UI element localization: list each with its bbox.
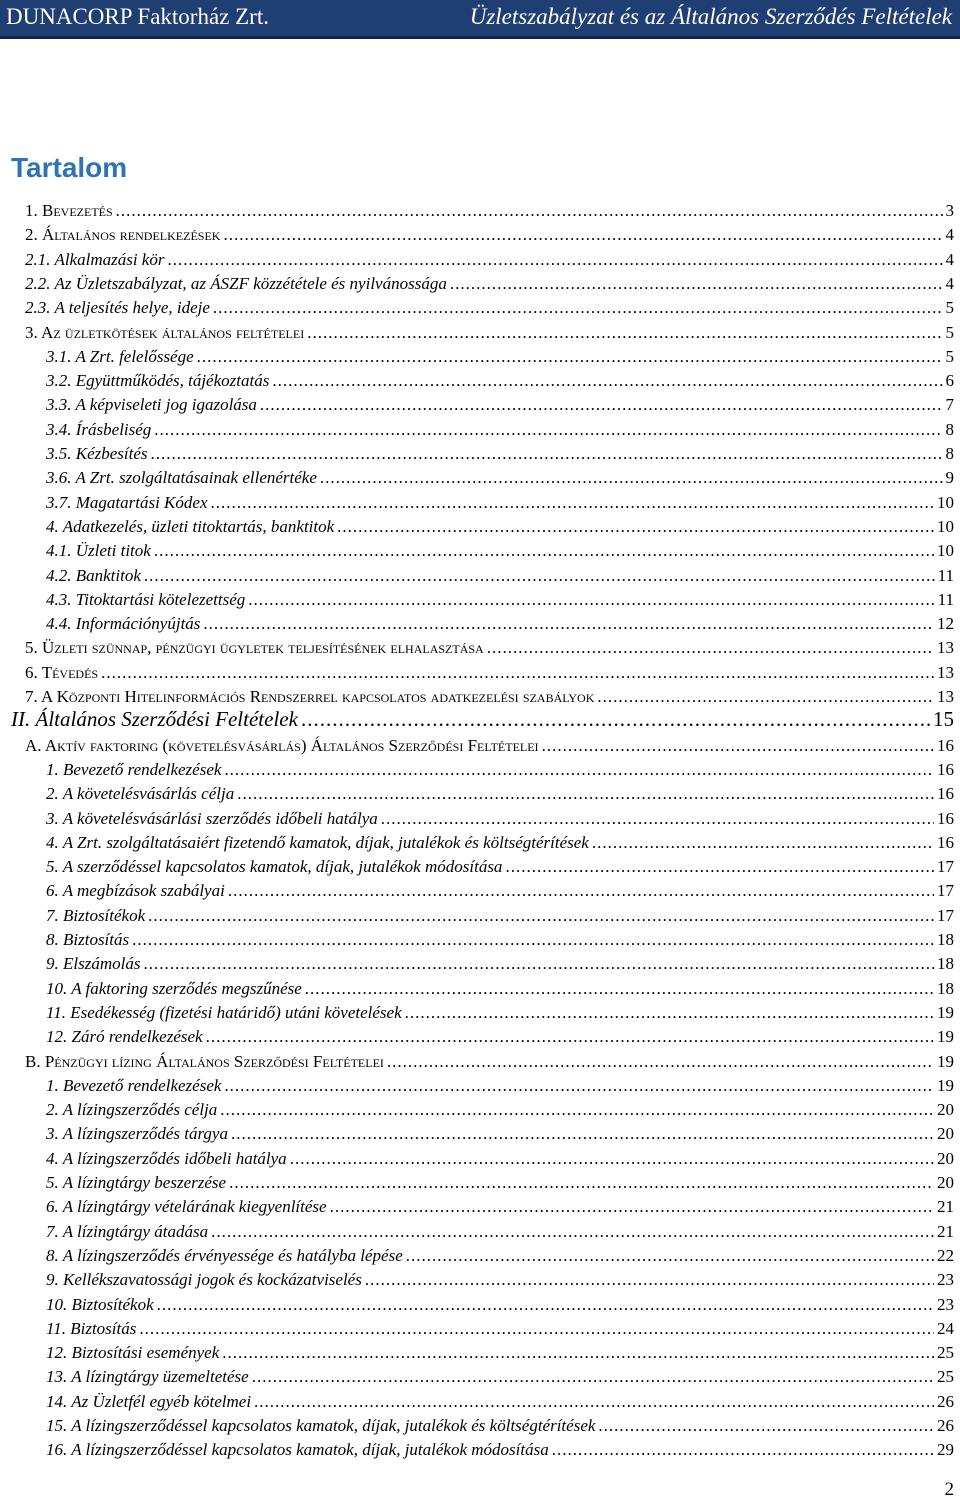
toc-leader-dots <box>213 298 943 318</box>
toc-leader-dots <box>206 1027 934 1047</box>
toc-entry[interactable] <box>0 906 960 926</box>
toc-entry[interactable] <box>0 1319 960 1339</box>
toc-entry-text: 2.2. Az Üzletszabályzat, az ÁSZF közzététele és nyilvánossága <box>25 273 447 293</box>
toc-leader-dots <box>272 371 942 391</box>
toc-entry[interactable] <box>0 1246 960 1266</box>
toc-page-number: 5 <box>945 346 954 366</box>
toc-entry-text: 3.5. Kézbesítés <box>46 444 148 463</box>
toc-entry-text: 6. Tévedés <box>25 662 99 682</box>
toc-leader-dots <box>223 225 942 245</box>
toc-page-number: 26 <box>937 1416 954 1435</box>
toc-page-number: 15 <box>933 707 954 732</box>
toc-entry-text: 3. Az üzletkötések általános feltételei <box>25 322 305 342</box>
toc-page-number: 26 <box>937 1391 954 1411</box>
toc-entry-text: 5. A lízingtárgy beszerzése <box>46 1173 227 1192</box>
toc-entry-text: 7. A lízingtárgy átadása <box>46 1221 209 1241</box>
toc-leader-dots <box>237 784 934 804</box>
toc-leader-dots <box>248 590 934 610</box>
toc-entry-text: 2.3. A teljesítés helye, ideje <box>25 298 210 318</box>
toc-entry-text: 1. Bevezetés <box>25 201 113 220</box>
toc-page-number: 20 <box>937 1100 954 1120</box>
toc-entry-text: 2. A követelésvásárlás célja <box>46 784 235 804</box>
page-header <box>0 0 960 39</box>
toc-entry[interactable] <box>0 1295 960 1315</box>
toc-entry-text: 3.7. Magatartási Kódex <box>46 492 208 512</box>
toc-page-number: 21 <box>937 1197 954 1217</box>
toc-entry[interactable] <box>0 298 960 318</box>
toc-leader-dots <box>381 809 934 829</box>
toc-entry[interactable] <box>0 323 960 343</box>
toc-page-number: 3 <box>945 201 954 220</box>
page-number: 2 <box>944 1479 954 1500</box>
toc-leader-dots <box>505 857 934 877</box>
toc-page-number: 10 <box>937 492 954 512</box>
toc-page-number: 19 <box>937 1002 954 1022</box>
toc-entry[interactable] <box>0 809 960 829</box>
toc-entry[interactable] <box>0 1149 960 1169</box>
toc-page-number: 22 <box>937 1245 954 1265</box>
toc-page-number: 12 <box>937 614 954 634</box>
toc-leader-dots <box>224 760 934 780</box>
toc-leader-dots <box>365 1270 934 1290</box>
toc-leader-dots <box>320 468 943 488</box>
toc-page-number: 21 <box>937 1221 954 1241</box>
toc-entry-text: 9. Elszámolás <box>46 954 141 974</box>
toc-entry-text: 3. A követelésvásárlási szerződés időbeli hatálya <box>46 808 378 828</box>
toc-leader-dots <box>224 1076 934 1096</box>
toc-entry[interactable] <box>0 1100 960 1120</box>
toc-entry[interactable] <box>0 760 960 780</box>
toc-page-number: 16 <box>937 808 954 828</box>
toc-entry-text: 4.4. Információnyújtás <box>46 614 201 634</box>
toc-page-number: 29 <box>937 1440 954 1460</box>
toc-entry[interactable] <box>0 225 960 245</box>
toc-entry[interactable] <box>0 1416 960 1436</box>
toc-page-number: 16 <box>937 759 954 779</box>
toc-page-number: 18 <box>937 930 954 949</box>
toc-page-number: 19 <box>937 1027 954 1047</box>
toc-leader-dots <box>101 663 934 683</box>
toc-entry[interactable] <box>0 468 960 488</box>
toc-entry[interactable] <box>0 347 960 367</box>
toc-page-number: 16 <box>937 735 954 755</box>
toc-page-number: 13 <box>937 638 954 658</box>
toc-leader-dots <box>252 1367 934 1387</box>
toc-entry[interactable] <box>0 1270 960 1290</box>
toc-entry[interactable] <box>0 1222 960 1242</box>
toc-entry-text: 3.1. A Zrt. felelőssége <box>46 346 194 366</box>
toc-entry-text: 2. A lízingszerződés célja <box>46 1100 218 1120</box>
toc-leader-dots <box>229 1173 934 1193</box>
toc-entry[interactable] <box>0 833 960 853</box>
toc-entry-text: 10. Biztosítékok <box>46 1294 154 1314</box>
toc-entry-text: 4. A lízingszerződés időbeli hatálya <box>46 1148 287 1168</box>
toc-entry[interactable] <box>0 857 960 877</box>
toc-entry-text: 12. Biztosítási események <box>46 1343 220 1363</box>
toc-entry-text: 14. Az Üzletfél egyéb kötelmei <box>46 1391 252 1411</box>
toc-entry-text: 2. Általános rendelkezések <box>25 225 221 245</box>
toc-entry[interactable] <box>0 444 960 464</box>
toc-leader-dots <box>167 250 942 270</box>
toc-leader-dots <box>132 930 934 950</box>
toc-leader-dots <box>139 1319 934 1339</box>
toc-leader-dots <box>301 707 930 732</box>
toc-page-number: 10 <box>937 516 954 536</box>
toc-leader-dots <box>151 444 943 464</box>
toc-entry-text: 3. A lízingszerződés tárgya <box>46 1124 228 1144</box>
toc-entry-text: II. Általános Szerződési Feltételek <box>11 707 298 732</box>
toc-page-number: 13 <box>937 687 954 706</box>
toc-entry-text: 1. Bevezető rendelkezések <box>46 759 222 779</box>
toc-leader-dots <box>203 614 934 634</box>
toc-entry-text: B. Pénzügyi lízing Általános Szerződési Feltételei <box>25 1051 384 1071</box>
toc-leader-dots <box>222 1343 934 1363</box>
toc-entry-text: 7. A Központi Hitelinformációs Rendszerrel kapcsolatos adatkezelési szabályok <box>25 687 595 706</box>
toc-entry[interactable] <box>0 614 960 634</box>
toc-entry[interactable] <box>0 638 960 658</box>
toc-entry-text: 4. A Zrt. szolgáltatásaiért fizetendő kamatok, díjak, jutalékok és költségtérítések <box>46 832 589 852</box>
toc-leader-dots <box>211 493 935 513</box>
toc-page-number: 5 <box>945 322 954 342</box>
toc-leader-dots <box>305 979 934 999</box>
toc-page-number: 4 <box>945 225 954 245</box>
toc-page-number: 5 <box>945 298 954 318</box>
toc-page-number: 10 <box>937 541 954 561</box>
toc-leader-dots <box>307 323 942 343</box>
toc-entry-text: 6. A lízingtárgy vételárának kiegyenlítése <box>46 1197 327 1217</box>
toc-page-number: 18 <box>937 978 954 998</box>
toc-entry[interactable] <box>0 590 960 610</box>
toc-leader-dots <box>197 347 943 367</box>
toc-entry-text: 5. A szerződéssel kapcsolatos kamatok, díjak, jutalékok módosítása <box>46 857 503 877</box>
toc-leader-dots <box>487 638 934 658</box>
toc-leader-dots <box>211 1222 934 1242</box>
toc-entry[interactable] <box>0 687 960 707</box>
company-name: DUNACORP Faktorház Zrt. <box>6 4 269 29</box>
toc-leader-dots <box>154 541 934 561</box>
toc-entry-text: 15. A lízingszerződéssel kapcsolatos kamatok, díjak, jutalékok és költségtérítések <box>46 1416 596 1435</box>
toc-leader-dots <box>337 517 934 537</box>
toc-page-number: 11 <box>937 565 954 585</box>
toc-entry[interactable] <box>0 979 960 999</box>
toc-entry-text: 8. A lízingszerződés érvényessége és hatályba lépése <box>46 1245 403 1265</box>
toc-entry[interactable] <box>0 784 960 804</box>
toc-page-number: 13 <box>937 662 954 682</box>
toc-leader-dots <box>450 274 943 294</box>
toc-entry[interactable] <box>0 566 960 586</box>
toc-page-number: 6 <box>945 371 954 391</box>
toc-entry[interactable] <box>0 1124 960 1144</box>
toc-leader-dots <box>592 833 934 853</box>
toc-entry[interactable] <box>0 250 960 270</box>
toc-title: Tartalom <box>11 152 128 183</box>
toc-entry[interactable] <box>0 954 960 974</box>
toc-entry-text: 8. Biztosítás <box>46 930 130 949</box>
toc-leader-dots <box>330 1197 934 1217</box>
toc-entry[interactable] <box>0 1052 960 1072</box>
toc-page-number: 23 <box>937 1270 954 1290</box>
toc-entry[interactable] <box>0 707 960 732</box>
toc-entry-text: 4.3. Titoktartási kötelezettség <box>46 589 246 609</box>
toc-page-number: 20 <box>937 1173 954 1192</box>
toc-entry[interactable] <box>0 663 960 683</box>
toc-entry[interactable] <box>0 1343 960 1363</box>
toc-entry-text: 6. A megbízások szabályai <box>46 881 225 901</box>
toc-entry[interactable] <box>0 274 960 294</box>
toc-leader-dots <box>148 906 934 926</box>
toc-leader-dots <box>143 954 934 974</box>
toc-page-number: 17 <box>937 905 954 925</box>
toc-page-number: 17 <box>937 881 954 901</box>
toc-leader-dots <box>157 1295 934 1315</box>
toc-entry-text: 3.3. A képviseleti jog igazolása <box>46 395 257 415</box>
toc-page-number: 18 <box>937 954 954 974</box>
toc-entry-text: 1. Bevezető rendelkezések <box>46 1075 222 1095</box>
toc-entry-text: 13. A lízingtárgy üzemeltetése <box>46 1367 249 1387</box>
toc-entry[interactable] <box>0 493 960 513</box>
toc-leader-dots <box>406 1246 934 1266</box>
toc-entry-text: 11. Biztosítás <box>46 1318 137 1338</box>
toc-entry-text: 9. Kellékszavatossági jogok és kockázatviselés <box>46 1270 362 1290</box>
toc-entry-text: 3.6. A Zrt. szolgáltatásainak ellenértéke <box>46 468 317 488</box>
toc-page-number: 20 <box>937 1124 954 1144</box>
toc-leader-dots <box>231 1124 934 1144</box>
toc-page-number: 7 <box>945 395 954 415</box>
toc-entry[interactable] <box>0 420 960 440</box>
toc-page-number: 8 <box>945 419 954 439</box>
toc-entry-text: 5. Üzleti szünnap, pénzügyi ügyletek teljesítésének elhalasztása <box>25 638 484 658</box>
toc-page-number: 16 <box>937 784 954 804</box>
toc-entry[interactable] <box>0 930 960 950</box>
document-title: Üzletszabályzat és az Általános Szerződés Feltételek <box>469 4 952 29</box>
toc-entry-text: 7. Biztosítékok <box>46 905 146 925</box>
toc-leader-dots <box>598 1416 934 1436</box>
toc-entry-text: 3.4. Írásbeliség <box>46 419 152 439</box>
toc-entry-text: 4.2. Banktitok <box>46 565 141 585</box>
toc-page-number: 4 <box>945 249 954 269</box>
toc-entry-text: 4. Adatkezelés, üzleti titoktartás, banktitok <box>46 516 335 536</box>
toc-leader-dots <box>260 395 943 415</box>
toc-leader-dots <box>405 1003 934 1023</box>
toc-leader-dots <box>254 1392 934 1412</box>
toc-leader-dots <box>228 881 934 901</box>
toc-entry[interactable] <box>0 1197 960 1217</box>
toc-page-number: 17 <box>937 857 954 877</box>
toc-leader-dots <box>116 201 943 221</box>
toc-page-number: 16 <box>937 832 954 852</box>
toc-entry[interactable] <box>0 517 960 537</box>
toc-entry-text: 10. A faktoring szerződés megszűnése <box>46 978 302 998</box>
toc-entry[interactable] <box>0 395 960 415</box>
toc-leader-dots <box>552 1440 934 1460</box>
toc-entry[interactable] <box>0 201 960 221</box>
toc-entry[interactable] <box>0 1367 960 1387</box>
toc-leader-dots <box>154 420 942 440</box>
toc-leader-dots <box>387 1052 934 1072</box>
toc-leader-dots <box>597 687 934 707</box>
toc-entry[interactable] <box>0 1027 960 1047</box>
toc-page-number: 24 <box>937 1318 954 1338</box>
toc-page-number: 23 <box>937 1294 954 1314</box>
toc-entry[interactable] <box>0 1173 960 1193</box>
toc-leader-dots <box>542 736 934 756</box>
toc-entry[interactable] <box>0 1440 960 1460</box>
toc-page-number: 8 <box>945 444 954 463</box>
toc-entry[interactable] <box>0 371 960 391</box>
toc-page-number: 25 <box>937 1343 954 1363</box>
toc-entry-text: 11. Esedékesség (fizetési határidő) utáni követelések <box>46 1002 402 1022</box>
toc-page-number: 19 <box>937 1075 954 1095</box>
toc-entry[interactable] <box>0 881 960 901</box>
toc-leader-dots <box>144 566 935 586</box>
toc-leader-dots <box>290 1149 934 1169</box>
toc-entry[interactable] <box>0 541 960 561</box>
toc-entry[interactable] <box>0 1392 960 1412</box>
toc-entry-text: A. Aktív faktoring (követelésvásárlás) Általános Szerződési Feltételei <box>25 735 539 755</box>
toc-entry[interactable] <box>0 736 960 756</box>
toc-page-number: 25 <box>937 1367 954 1387</box>
toc-entry-text: 2.1. Alkalmazási kör <box>25 249 165 269</box>
toc-entry-text: 4.1. Üzleti titok <box>46 541 151 561</box>
toc-entry-text: 16. A lízingszerződéssel kapcsolatos kamatok, díjak, jutalékok módosítása <box>46 1440 549 1460</box>
toc-page-number: 9 <box>945 468 954 488</box>
toc-page-number: 4 <box>945 273 954 293</box>
toc-entry[interactable] <box>0 1076 960 1096</box>
toc-leader-dots <box>220 1100 934 1120</box>
toc-page-number: 20 <box>937 1148 954 1168</box>
toc-entry-text: 12. Záró rendelkezések <box>46 1027 203 1047</box>
toc-page-number: 19 <box>937 1051 954 1071</box>
toc-entry[interactable] <box>0 1003 960 1023</box>
toc-page-number: 11 <box>937 589 954 609</box>
toc-entry-text: 3.2. Együttműködés, tájékoztatás <box>46 371 270 391</box>
